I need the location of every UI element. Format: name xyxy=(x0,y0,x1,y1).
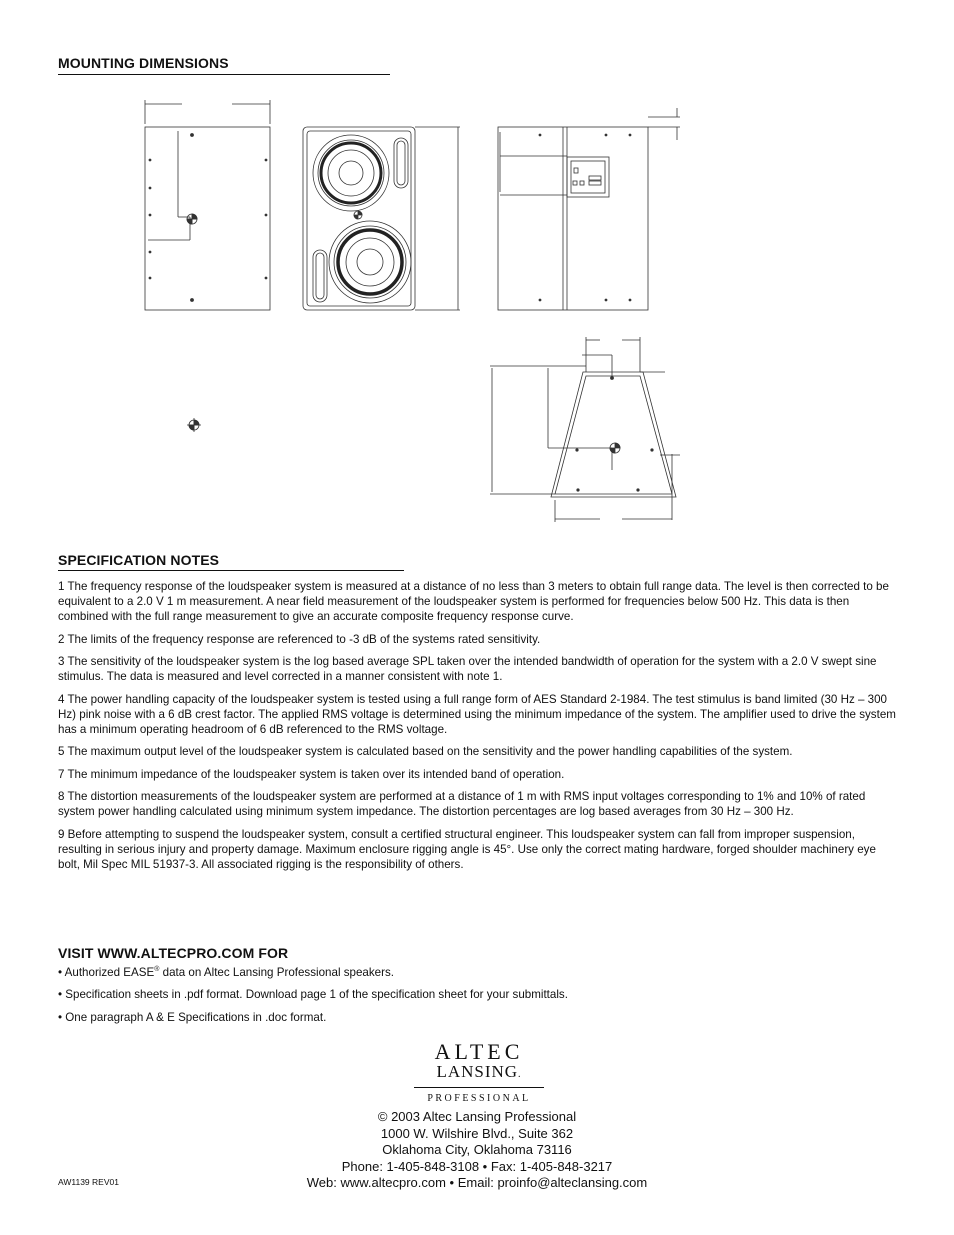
center-of-gravity-symbol xyxy=(187,418,201,432)
visit-item-ae-specs: • One paragraph A & E Specifications in .doc format. xyxy=(58,1010,327,1024)
note-5: 5 The maximum output level of the loudspeaker system is calculated based on the sensitivity and the power handling capabilities of the system. xyxy=(58,745,793,758)
heading-rule xyxy=(58,570,404,571)
visit-item-text: • Authorized EASE xyxy=(58,965,155,979)
address-line-1: 1000 W. Wilshire Blvd., Suite 362 xyxy=(380,1125,574,1141)
web-email: Web: www.altecpro.com • Email: proinfo@alteclansing.com xyxy=(306,1175,648,1190)
registered-mark: ® xyxy=(154,966,160,973)
visit-item-ease xyxy=(58,962,898,980)
mounting-dimensions-drawing xyxy=(0,0,954,540)
mounting-dimensions-heading: MOUNTING DIMENSIONS xyxy=(58,55,229,71)
visit-item-spec-sheets: • Specification sheets in .pdf format. Download page 1 of the specification sheet for your submittals. xyxy=(58,988,568,1002)
note-4: 4 The power handling capacity of the loudspeaker system is tested using a full range form of AES Standard 2-1984. The test stimulus is band limited (30 Hz – 300 Hz) pink noise with a 6 dB crest factor. The applied RMS voltage is determined using the minimum impedance of the system. The amplifier used to drive the system has a minimum operating headroom of 6 dB referenced to the RMS voltage. xyxy=(58,692,896,736)
document-id: AW1139 REV01 xyxy=(58,1177,119,1187)
specification-notes-heading: SPECIFICATION NOTES xyxy=(58,552,220,568)
visit-list xyxy=(58,962,898,1032)
altec-lansing-logo xyxy=(414,1041,544,1104)
specification-notes xyxy=(58,579,898,879)
cabinet-side-view xyxy=(145,100,270,310)
cabinet-top-view xyxy=(490,337,680,522)
cabinet-front-view xyxy=(303,127,460,310)
logo-professional: PROFESSIONAL xyxy=(427,1093,531,1104)
cabinet-rear-view xyxy=(498,108,680,310)
visit-heading: VISIT WWW.ALTECPRO.COM FOR xyxy=(58,945,289,961)
note-2: 2 The limits of the frequency response are referenced to -3 dB of the systems rated sensitivity. xyxy=(58,632,541,646)
note-9: 9 Before attempting to suspend the loudspeaker system, consult a certified structural engineer. This loudspeaker system can fall from improper suspension, resulting in serious injury and property damage. Maximum enclosure rigging angle is 45°. Use only the correct mating hardware, forged shoulder machinery eye bolt, Mil Spec MIL 51937-3. All associated rigging is the responsibility of others. xyxy=(58,827,876,871)
contact-block xyxy=(0,1109,954,1192)
logo-altec: ALTEC xyxy=(434,1039,524,1064)
note-7: 7 The minimum impedance of the loudspeaker system is taken over its intended band of operation. xyxy=(58,767,565,781)
logo-lansing: LANSING xyxy=(436,1062,519,1081)
logo-lansing-line xyxy=(414,1063,544,1088)
visit-item-text: data on Altec Lansing Professional speakers. xyxy=(159,965,395,979)
address-line-2: Oklahoma City, Oklahoma 73116 xyxy=(382,1142,572,1157)
logo-lansing-mark: . xyxy=(518,1069,522,1080)
phone-fax: Phone: 1-405-848-3108 • Fax: 1-405-848-3217 xyxy=(341,1158,613,1174)
copyright: © 2003 Altec Lansing Professional xyxy=(377,1109,577,1124)
note-3: 3 The sensitivity of the loudspeaker system is the log based average SPL taken over the intended bandwidth of operation for the system with a 2.0 V swept sine stimulus. The data is measured and level corrected in a manner consistent with note 1. xyxy=(58,655,877,683)
note-1: 1 The frequency response of the loudspeaker system is measured at a distance of no less than 3 meters to obtain full range data. The level is then corrected to be equivalent to a 2.0 V 1 m measurement. A near field measurement of the loudspeaker system is performed for frequencies below 500 Hz. This data is then combined with the full range measurement to give an accurate composite frequency response curve. xyxy=(58,580,889,623)
note-8: 8 The distortion measurements of the loudspeaker system are performed at a distance of 1 m with RMS input voltages corresponding to 1% and 10% of rated system power handling calculated using minimum system impedance. The distortion percentages are log based averages from 30 Hz – 300 Hz. xyxy=(58,790,866,818)
